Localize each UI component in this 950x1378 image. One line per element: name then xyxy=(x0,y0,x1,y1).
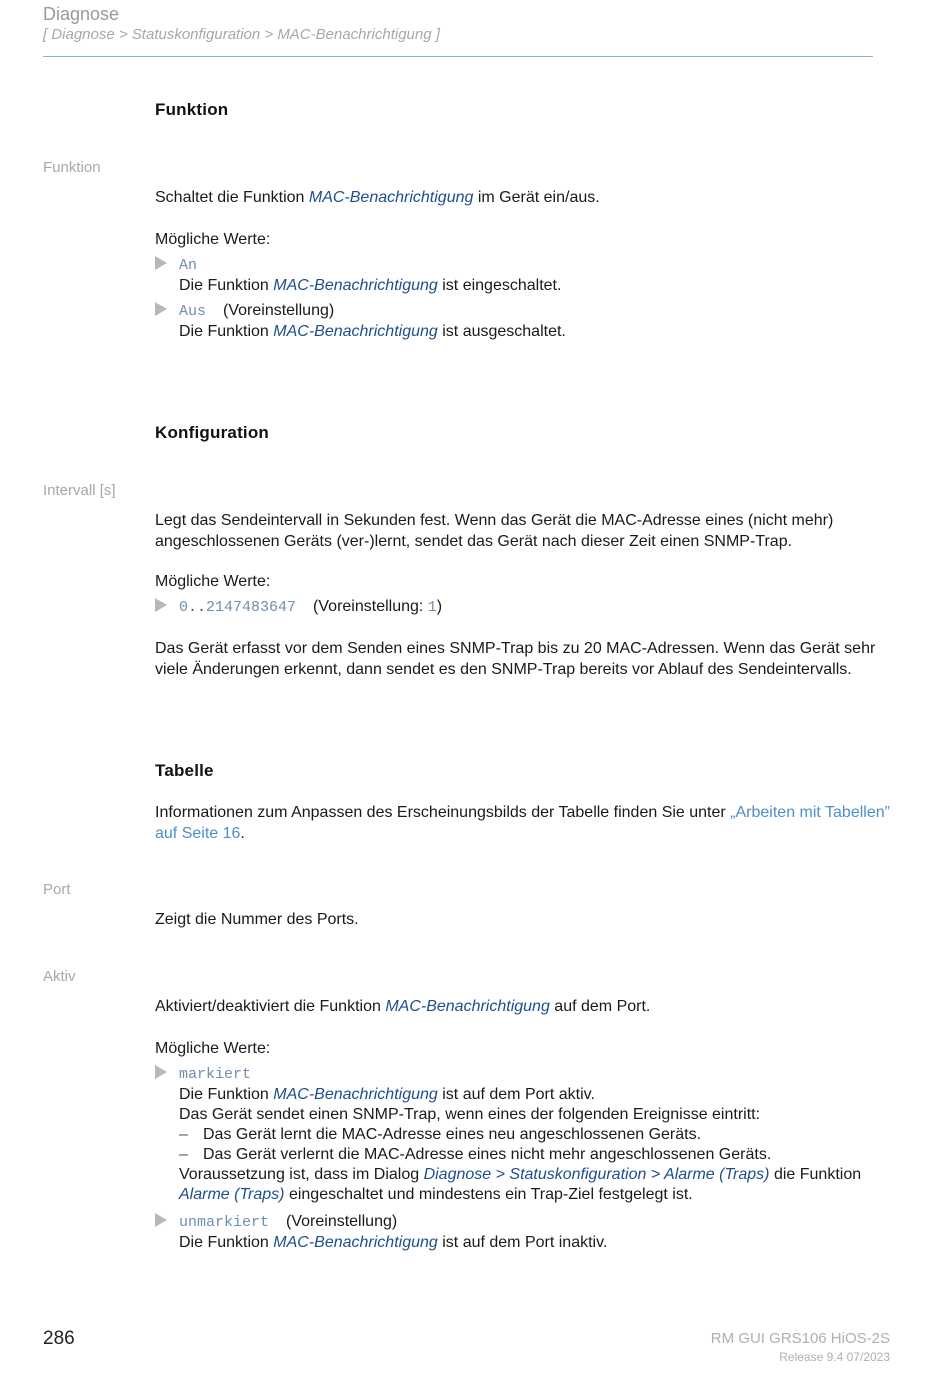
section-heading-funktion: Funktion xyxy=(155,100,229,119)
funktion-values-label: Mögliche Werte: xyxy=(155,231,271,248)
ref-dialog-path: Diagnose > Statuskonfiguration > Alarme (Traps) xyxy=(423,1166,770,1183)
header-title: Diagnose xyxy=(43,4,120,24)
field-label-aktiv: Aktiv xyxy=(43,968,76,985)
default-note: (Voreinstellung) xyxy=(286,1213,398,1230)
option-value: unmarkiert xyxy=(179,1214,270,1231)
events-intro: Das Gerät sendet einen SNMP-Trap, wenn eines der folgenden Ereignisse eintritt: xyxy=(179,1106,761,1123)
ref-mac-benachrichtigung: MAC-Benachrichtigung xyxy=(308,189,474,206)
aktiv-values-label: Mögliche Werte: xyxy=(155,1040,271,1057)
option-an: An Die Funktion MAC-Benachrichtigung ist eingeschaltet. xyxy=(155,255,895,296)
triangle-bullet-icon xyxy=(155,256,167,270)
triangle-bullet-icon xyxy=(155,1065,167,1079)
default-note: (Voreinstellung) xyxy=(223,302,335,319)
list-item: – Das Gerät verlernt die MAC-Adresse eines nicht mehr angeschlossenen Geräts. xyxy=(179,1146,772,1163)
footer-release: Release 9.4 07/2023 xyxy=(779,1350,890,1364)
triangle-bullet-icon xyxy=(155,1213,167,1227)
intervall-range: 0..2147483647 (Voreinstellung: 1) xyxy=(155,597,895,618)
triangle-bullet-icon xyxy=(155,598,167,612)
option-value: markiert xyxy=(179,1066,252,1083)
footer-doc-title: RM GUI GRS106 HiOS-2S xyxy=(710,1330,890,1347)
option-markiert: markiert Die Funktion MAC-Benachrichtigung ist auf dem Port aktiv. Das Gerät sendet einen SNMP-Trap, wenn eines der folgenden Ereignisse eintritt: – Das Gerät lernt die MAC-Adresse eines neu angeschlossenen Geräts. – Das Gerät verlernt die MAC-Adresse eines nicht mehr angeschlossenen Geräts. Voraussetzung ist, dass im Dialog Diagnose > Statuskonfiguration > Alarme (Traps) die Funktion Alarme (Traps) eingeschaltet und mindestens ein Trap-Ziel festgelegt ist. xyxy=(155,1064,895,1205)
funktion-description: Schaltet die Funktion MAC-Benachrichtigung im Gerät ein/aus. xyxy=(155,189,600,206)
page-number: 286 xyxy=(43,1328,75,1349)
intervall-values-label: Mögliche Werte: xyxy=(155,573,271,590)
tabelle-info: Informationen zum Anpassen des Erscheinungsbilds der Tabelle finden Sie unter „Arbeiten mit Tabellen” auf Seite 16. xyxy=(155,804,890,842)
intervall-description: Legt das Sendeintervall in Sekunden fest. Wenn das Gerät die MAC-Adresse eines (nicht mehr) angeschlossenen Geräts (ver-)lernt, sendet das Gerät nach dieser Zeit einen SNMP-Trap. xyxy=(155,512,834,550)
link-arbeiten-mit-tabellen[interactable]: „Arbeiten mit Tabellen” auf Seite 16 xyxy=(155,804,890,842)
section-heading-tabelle: Tabelle xyxy=(155,761,214,780)
option-value: An xyxy=(179,257,198,274)
option-unmarkiert: unmarkiert (Voreinstellung) Die Funktion MAC-Benachrichtigung ist auf dem Port inaktiv. xyxy=(155,1212,895,1253)
port-description: Zeigt die Nummer des Ports. xyxy=(155,911,359,928)
aktiv-description: Aktiviert/deaktiviert die Funktion MAC-Benachrichtigung auf dem Port. xyxy=(155,998,651,1015)
option-aus: Aus (Voreinstellung) Die Funktion MAC-Benachrichtigung ist ausgeschaltet. xyxy=(155,301,895,342)
field-label-funktion: Funktion xyxy=(43,159,101,176)
field-label-intervall: Intervall [s] xyxy=(43,482,116,499)
field-label-port: Port xyxy=(43,881,71,898)
breadcrumb: [ Diagnose > Statuskonfiguration > MAC-Benachrichtigung ] xyxy=(43,26,440,43)
section-heading-konfiguration: Konfiguration xyxy=(155,423,270,442)
option-value: Aus xyxy=(179,303,207,320)
list-item: – Das Gerät lernt die MAC-Adresse eines neu angeschlossenen Geräts. xyxy=(179,1126,702,1143)
intervall-note: Das Gerät erfasst vor dem Senden eines SNMP-Trap bis zu 20 MAC-Adressen. Wenn das Gerät sehr viele Änderungen erkennt, dann sendet es den SNMP-Trap bereits vor Ablauf des Sendeintervalls. xyxy=(155,640,876,678)
triangle-bullet-icon xyxy=(155,302,167,316)
header-divider xyxy=(43,56,873,57)
